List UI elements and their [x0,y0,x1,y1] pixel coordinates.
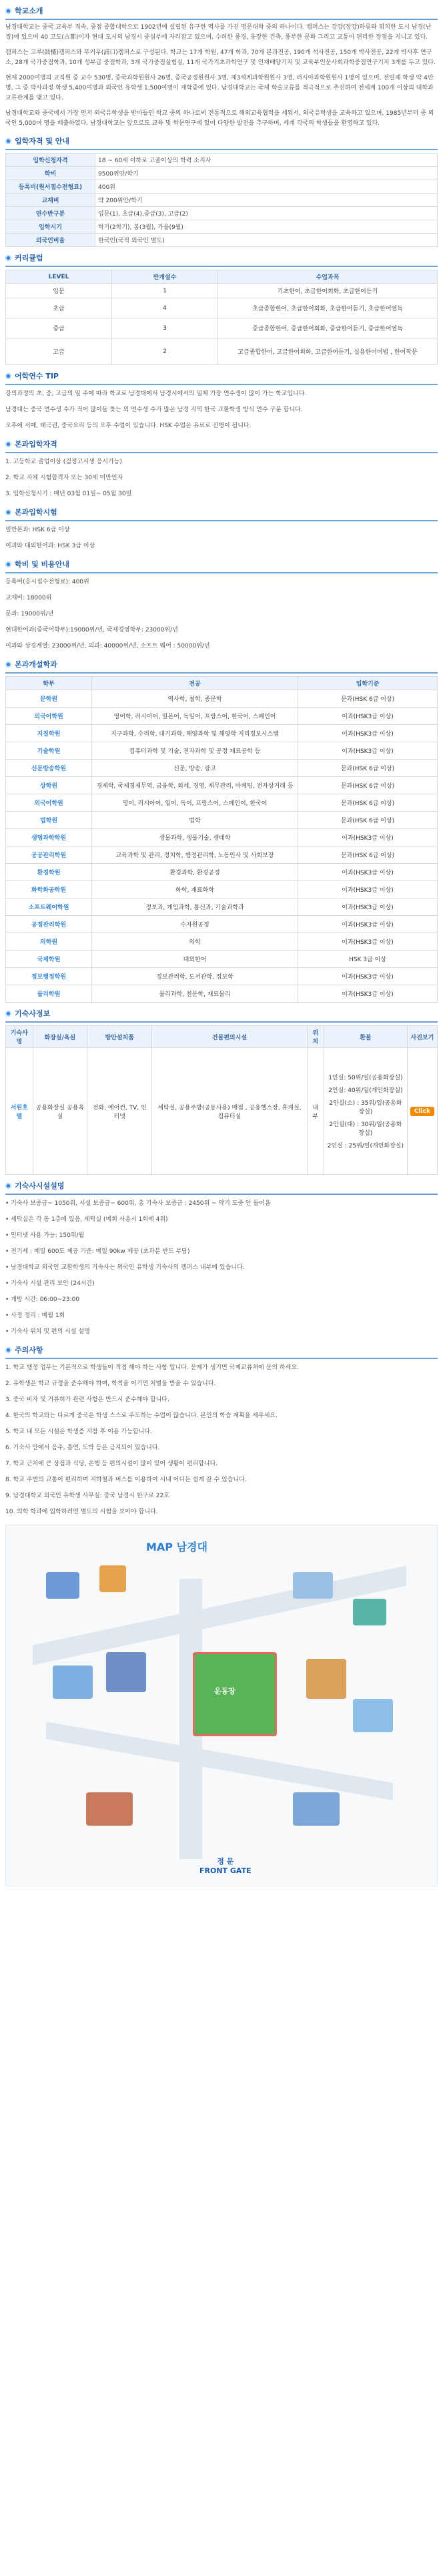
table-header-row [6,270,438,284]
section-title: 주의사항 [15,1346,43,1354]
table-header-row [6,677,438,690]
admission-table [5,153,438,247]
table-row [6,951,438,968]
table-row [6,690,438,708]
section-title: 본과개설학과 [15,660,57,669]
list-item: 1. 학교 행정 업무는 기본적으로 학생들이 직접 해야 하는 사항 입니다. 문제가 생기면 국제교류처에 문의 하세요. [5,1364,299,1371]
level-cell: 고급 [6,338,112,365]
major-cell: 화학, 재료화학 [92,881,298,898]
faculty-cell: 정보행정학원 [6,968,92,985]
list-item: • 기숙사 보증금~ 1050위, 시설 보증금~ 600위, 총 기숙사 보증금 : 2450위 ~ 약기 도중 안 들어옴 [5,1200,271,1207]
major-cell: 수자원공정 [92,916,298,933]
divider [5,572,438,573]
table-row [6,180,438,194]
level-cell: 초급 [6,298,112,318]
section-title: 어학연수 TIP [15,372,59,380]
req-cell: 이과(HSK3급 이상) [298,708,438,725]
dorm-bath: 공용화장실 공용욕실 [33,1048,87,1175]
req-cell: 이과(HSK3급 이상) [298,968,438,985]
section-dorm-notes [5,1179,438,1338]
row-value: 400위 [95,180,438,194]
faculty-cell: 기술학원 [6,742,92,760]
list-item: • 세탁실은 각 동 1층에 있음, 세탁실 (매회 사용시 1회에 4위) [5,1216,168,1223]
level-cell: 중급 [6,318,112,338]
column-header: 반개설수 [112,270,218,284]
req-cell: 이과(HSK3급 이상) [298,829,438,846]
table-row [6,742,438,760]
column-header: 화장실/욕실 [33,1026,87,1048]
building [53,1665,93,1699]
row-label: 교재비 [6,194,95,207]
table-row [6,968,438,985]
req-cell: 이과(HSK3급 이상) [298,933,438,951]
list-item: • 전기세 : 매일 600도 제공 기준: 매일 90kw 제공 (초과분 반드 부담) [5,1248,190,1255]
major-cell: 생물과학, 생물기술, 생태학 [92,829,298,846]
dorm-prices [324,1048,407,1175]
section-admission [5,134,438,247]
table-header-row [6,1026,438,1048]
list-item: 등록비(응시접수전형료): 400위 [5,579,89,585]
list-item: 4. 한국의 학교와는 다르게 중국은 학생 스스로 주도하는 수업이 많습니다. 본인의 학습 계획을 세우세요. [5,1412,278,1419]
building [106,1652,146,1692]
faculty-cell: 공공관리학원 [6,846,92,864]
divider [5,1358,438,1359]
faculty-cell: 외국어학원 [6,708,92,725]
section-dorm [5,1007,438,1175]
list-item: 일반본과: HSK 6급 이상 [5,527,70,533]
major-cell: 의학 [92,933,298,951]
dorm-name: 서원호텔 [6,1048,33,1175]
bullet-icon [5,441,11,447]
major-cell: 물리과학, 천문학, 재료물리 [92,985,298,1003]
list-item: • 개방 시간: 06:00~23:00 [5,1296,80,1303]
faculty-cell: 신문방송학원 [6,760,92,777]
bullet-icon [5,373,11,379]
campus-map [5,1525,438,1886]
count-cell: 3 [112,318,218,338]
major-cell: 신문, 방송, 광고 [92,760,298,777]
list-item: 이과와 상경계열: 23000위/년, 의과: 40000위/년, 소프트 웨어 : 50000위/년 [5,643,210,650]
table-row [6,318,438,338]
divider [5,266,438,267]
major-cell: 대외한어 [92,951,298,968]
faculty-cell: 의학원 [6,933,92,951]
section-title: 입학자격 및 안내 [15,137,70,146]
divider [5,452,438,453]
faculty-cell: 상학원 [6,777,92,794]
section-exam [5,505,438,552]
bullet-icon [5,509,11,515]
intro-paragraph: 캠퍼스는 고루(鼓樓)캠퍼스와 푸커우(浦口)캠퍼스로 구성된다. 학교는 17개 학원, 47개 학과, 70개 본과전공, 190개 석사전공, 150개 박사전공, 22개 박사후 연구소, 28개 국가중점학과, 10개 성부급 중점학과, 3개 국가중점실험실, 11개 국가기초과학연구 및 인재배양기지 및 교육부인문사회과학중점연구기지 3개를 두고 있다. [5,49,436,66]
major-cell: 경제학, 국제경제무역, 금융학, 회계, 경영, 재무관리, 마케팅, 전자상거래 등 [92,777,298,794]
table-row [6,725,438,742]
table-row [6,864,438,881]
table-row [6,916,438,933]
major-cell: 지구과학, 수리학, 대기과학, 해양과학 및 해양학 지리정보시스템 [92,725,298,742]
table-row [6,812,438,829]
building [353,1599,386,1625]
dorm-facilities: 세탁실, 공용주방(공동사용) 매점 , 공용헬스장, 휴게실, 컴퓨터실 [152,1048,307,1175]
divider [5,520,438,521]
table-row [6,338,438,365]
faculty-cell: 지질학원 [6,725,92,742]
section-tips [5,369,438,432]
gate-label: 정 문 [217,1857,234,1866]
section-title: 학비 및 비용안내 [15,560,70,569]
table-row [6,898,438,916]
building [293,1792,340,1826]
faculty-cell: 환경학원 [6,864,92,881]
column-header: 수업과목 [218,270,438,284]
bullet-icon [5,8,11,14]
column-header: 전공 [92,677,298,690]
section-title: 기숙사정보 [15,1009,51,1018]
list-item: • 인터넷 사용 가능: 150위/월 [5,1232,85,1239]
table-row [6,284,438,298]
row-label: 입학시기 [6,220,95,234]
row-label: 등록비(원서접수전형료) [6,180,95,194]
column-header: 환불 [324,1026,407,1048]
list-item: 2. 학교 자체 시험합격자 또는 30세 미만인자 [5,475,123,481]
row-value: 입문(1), 초급(4),중급(3), 고급(2) [95,207,438,220]
row-value: 약 200위안/학기 [95,194,438,207]
intro-paragraph: 남경대학교와 중국에서 가장 먼저 외국유학생을 받아들인 학교 중의 하나로써 전통적으로 해외교육협력을 세워서, 외국유학생을 교육하고 있으며, 1985년부터 중 외국인 5,000여 명을 배출하였다. 남경대학교는 앞으로도 교육 및 학문연구에 있어 다양한 발전을 추구하며, 세계 각국의 학생들을 환영하고 있다. [5,110,434,127]
row-value: 9500위안/학기 [95,167,438,180]
req-cell: 이과(HSK3급 이상) [298,916,438,933]
section-fees [5,557,438,652]
curriculum-table [5,270,438,365]
faculty-cell: 외국어학원 [6,794,92,812]
row-value: 18 ~ 60세 이하로 고졸이상의 학력 소지자 [95,154,438,167]
intro-paragraph: 남경대학교는 중국 교육부 직속, 중점 종합대학으로 1902년에 설립된 유구한 역사를 가진 명문대학 중의 하나이다. 캠퍼스는 강강(장강)하류와 위치한 도시 남경(난징)에 있으며 40 고도(古都)이자 현대 도시의 남경시 중심부에 자리잡고 있으며, 수려한 풍경, 웅장한 건축, 풍부한 문화 그리고 교통이 편리한 장점을 지니고 있다. [5,24,432,41]
road [33,1565,406,1665]
req-cell: 문과(HSK 6급 이상) [298,777,438,794]
section-curriculum [5,251,438,365]
list-item: 1. 고등학교 졸업이상 (검정고시생 응시가능) [5,459,122,465]
section-title: 학교소개 [15,7,43,15]
intro-paragraph: 현재 2000여명의 교직원 중 교수 530명, 중국과학원원사 26명, 중국공정원원사 3명, 제3세계과학원원사 3명, 러시아과학원원사 1명이 있으며, 전일제 학생 약 4만명, 그 중 박사과정 학생 5,400여명과 외국인 유학생 1,500여명이 재학중에 있다. 남경대학교는 국제 학술교류를 적극적으로 추진하여 전세계 100개 이상의 대학과 교류관계를 맺고 있다. [5,75,434,101]
divider [5,149,438,150]
price-line: 2인실 : 25위/일(개인화장실) [327,1143,404,1149]
field-label: 운동장 [214,1687,236,1696]
table-row [6,708,438,725]
faculty-cell: 법학원 [6,812,92,829]
faculty-cell: 공정관리학원 [6,916,92,933]
list-item: 8. 학교 주변의 교통이 편리하며 지하철과 버스를 이용하여 시내 어디든 쉽게 갈 수 있습니다. [5,1477,247,1483]
req-cell: HSK 3급 이상 [298,951,438,968]
tip-item: 강의과정의 초, 중, 고급의 일 주에 따라 학교로 남경대에서 남경시에서의 일체 가장 연수생이 많이 가는 학교입니다. [5,391,307,397]
table-row [6,794,438,812]
list-item: 이과와 대외한어과: HSK 3급 이상 [5,543,95,549]
faculty-cell: 화학화공학원 [6,881,92,898]
section-title: 기숙사시설설명 [15,1182,65,1190]
table-row [6,234,438,247]
count-cell: 2 [112,338,218,365]
row-label: 입학신청자격 [6,154,95,167]
section-intro [5,4,438,129]
majors-table [5,676,438,1003]
req-cell: 문과(HSK 6급 이상) [298,812,438,829]
building [99,1565,126,1592]
gate-label-en: FRONT GATE [199,1866,252,1875]
req-cell: 이과(HSK3급 이상) [298,881,438,898]
column-header: 위치 [307,1026,324,1048]
dorm-items: 전화, 에어컨, TV, 인터넷 [87,1048,152,1175]
list-item: • 기숙사 시설 관리 보안 (24시간) [5,1280,95,1287]
table-row [6,220,438,234]
tip-item: 오후에 서예, 태극권, 중국요리 등의 오후 수업이 있습니다. HSK 수업은 유료로 진행이 됩니다. [5,423,252,429]
list-item: 9. 남경대학교 외국인 유학생 사무실: 중국 남경시 한구로 22호 [5,1493,169,1499]
req-cell: 이과(HSK3급 이상) [298,742,438,760]
building [86,1792,133,1826]
req-cell: 이과(HSK3급 이상) [298,864,438,881]
price-line: 2인실(소) : 35위/일(공용화장실) [329,1100,402,1115]
row-label: 학비 [6,167,95,180]
column-header: 학부 [6,677,92,690]
price-line: 2인실(대) : 30위/일(공용화장실) [329,1121,402,1137]
front-gate [199,1856,252,1875]
section-title: 커리큘럼 [15,254,43,262]
section-majors [5,658,438,1003]
row-value: 한국인(국적 외국인 별도) [95,234,438,247]
map-title: MAP 남경대 [146,1541,207,1553]
table-row [6,829,438,846]
list-item: 현대한어과(중국어학부):19000위/년, 국제경영학부: 23000위/년 [5,627,178,633]
major-cell: 교육과학 및 관리, 정치학, 행정관리학, 노동인사 및 사회보장 [92,846,298,864]
faculty-cell: 생명과학학원 [6,829,92,846]
list-item: 7. 학교 근처에 큰 상점과 식당, 은행 등 편의시설이 많이 있어 생활이 편리합니다. [5,1461,218,1467]
majors-body [6,690,438,1003]
bullet-icon [5,1183,11,1189]
price-line: 1인실: 50위/일(공용화장실) [328,1075,403,1081]
major-cell: 정보관리학, 도서관학, 정보학 [92,968,298,985]
count-cell: 1 [112,284,218,298]
req-cell: 문과(HSK 6급 이상) [298,794,438,812]
building [46,1572,79,1599]
bullet-icon [5,1347,11,1353]
major-cell: 법학 [92,812,298,829]
table-row [6,846,438,864]
table-row [6,985,438,1003]
faculty-cell: 소프트웨어학원 [6,898,92,916]
list-item: 6. 기숙사 안에서 음주, 흡연, 도박 등은 금지되어 있습니다. [5,1445,160,1451]
column-header: 기숙사명 [6,1026,33,1048]
bullet-icon [5,1011,11,1017]
req-cell: 문과(HSK 6급 이상) [298,846,438,864]
subjects-cell: 초급종합한어, 초급한어회화, 초급한어듣기, 초급한어열독 [218,298,438,318]
divider [5,1194,438,1195]
column-header: 방안설치품 [87,1026,152,1048]
faculty-cell: 문학원 [6,690,92,708]
list-item: 10. 의학 학과에 입학하려면 별도의 시험을 보아야 합니다. [5,1509,158,1515]
price-line: 2인실: 40위/일(개인화장실) [328,1087,403,1094]
count-cell: 4 [112,298,218,318]
table-row [6,207,438,220]
req-cell: 이과(HSK3급 이상) [298,985,438,1003]
table-row [6,777,438,794]
row-label: 외국인비율 [6,234,95,247]
list-item: 문과: 19000위/년 [5,611,54,617]
major-cell: 역사학, 철학, 종문학 [92,690,298,708]
list-item: 3. 중국 비자 및 거류허가 관련 사항은 반드시 준수해야 합니다. [5,1396,169,1403]
table-row [6,933,438,951]
section-title: 본과입학자격 [15,440,57,449]
building [353,1699,393,1732]
table-row [6,760,438,777]
req-cell: 문과(HSK 6급 이상) [298,690,438,708]
req-cell: 문과(HSK 6급 이상) [298,760,438,777]
photo-click-button[interactable]: Click [410,1107,434,1116]
list-item: • 기숙사 위치 및 편의 시설 설명 [5,1328,90,1335]
major-cell: 영어학, 러시아어, 일본어, 독일어, 프랑스어, 한국어, 스페인어 [92,708,298,725]
list-item: 5. 학교 내 모든 시설은 학생증 지참 후 이용 가능합니다. [5,1429,152,1435]
table-row [6,881,438,898]
column-header: 건물편의시설 [152,1026,307,1048]
table-row [6,194,438,207]
table-row [6,167,438,180]
req-cell: 이과(HSK3급 이상) [298,725,438,742]
list-item: 교재비: 18000위 [5,595,52,601]
bullet-icon [5,561,11,567]
bullet-icon [5,662,11,668]
dorm-table [5,1025,438,1175]
table-row [6,154,438,167]
subjects-cell: 중급종합한어, 중급한어회화, 중급한어듣기, 중급한어열독 [218,318,438,338]
faculty-cell: 물리학원 [6,985,92,1003]
section-title: 본과입학시험 [15,508,57,517]
table-row [6,1048,438,1175]
divider [5,384,438,385]
bullet-icon [5,255,11,261]
list-item: 3. 입학신청시기 : 매년 03월 01일~ 05월 30일 [5,491,132,497]
req-cell: 이과(HSK3급 이상) [298,898,438,916]
building [293,1572,333,1599]
building [306,1659,346,1699]
table-row [6,298,438,318]
dorm-location: 내부 [307,1048,324,1175]
divider [5,19,438,20]
list-item: • 남경대학교 외국인 교환학생의 기숙사는 외국인 유학생 기숙사의 캠퍼스 내부에 있습니다. [5,1264,245,1271]
bullet-icon [5,138,11,144]
list-item: 2. 유학생은 학교 규정을 준수해야 하며, 학칙을 어기면 처벌을 받을 수 있습니다. [5,1380,216,1387]
list-item: • 사정 정리 : 매월 1회 [5,1312,65,1319]
major-cell: 정보과, 게임과학, 통신과, 기술과학과 [92,898,298,916]
column-header: 입학기준 [298,677,438,690]
section-notes [5,1343,438,1518]
subjects-cell: 고급종합한어, 고급한어회화, 고급한어듣기, 실용한어어법 , 한어작문 [218,338,438,365]
major-cell: 환경과학, 환경공정 [92,864,298,881]
row-label: 연수반구분 [6,207,95,220]
column-header: LEVEL [6,270,112,284]
level-cell: 입문 [6,284,112,298]
major-cell: 영어, 러시아어, 일어, 독어, 프랑스어, 스페인어, 한국어 [92,794,298,812]
divider [5,672,438,674]
tip-item: 남경대는 중국 연수생 수가 적어 많이들 찾는 외 연수생 수가 많은 남경 지역 한국 교환학생 방식 연수 구분 합니다. [5,407,303,413]
faculty-cell: 국제학원 [6,951,92,968]
subjects-cell: 기초한어, 초급한어회화, 초급한어듣기 [218,284,438,298]
major-cell: 컴퓨터과학 및 기술, 전자과학 및 공정 재료공학 등 [92,742,298,760]
row-value: 학기(2학기), 봄(3월), 가을(9월) [95,220,438,234]
divider [5,1021,438,1023]
column-header: 사진보기 [407,1026,437,1048]
section-main-requirements [5,437,438,500]
